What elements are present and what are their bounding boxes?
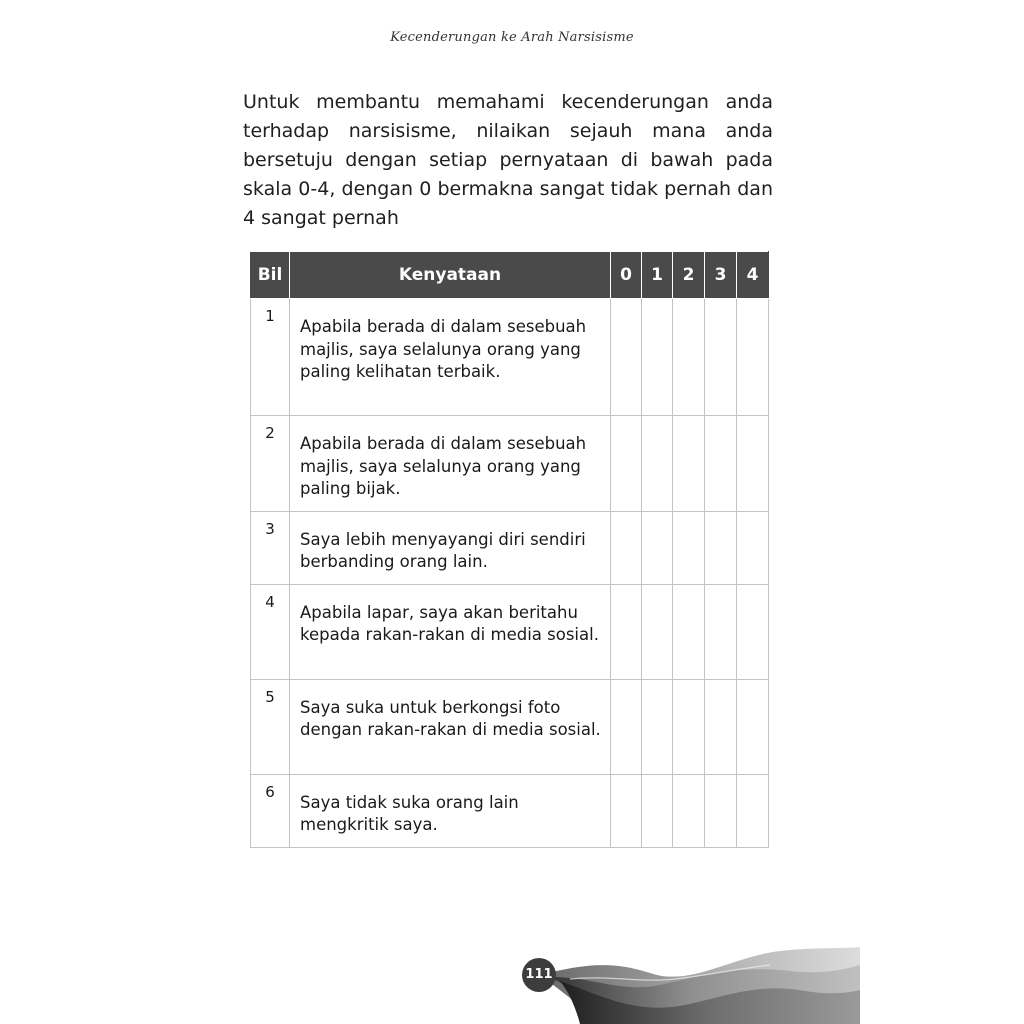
row-statement: Saya lebih menyayangi diri sendiri berbanding orang lain.: [290, 511, 611, 584]
rating-cell-2[interactable]: [673, 679, 705, 774]
header-score-4: 4: [737, 252, 769, 299]
rating-cell-0[interactable]: [611, 416, 642, 512]
rating-cell-0[interactable]: [611, 299, 642, 416]
row-statement: Apabila berada di dalam sesebuah majlis, saya selalunya orang yang paling kelihatan terbaik.: [290, 299, 611, 416]
table-row: [251, 584, 769, 679]
row-number: 1: [251, 299, 290, 416]
page-number-badge: 111: [522, 958, 556, 992]
rating-cell-0[interactable]: [611, 511, 642, 584]
rating-cell-3[interactable]: [705, 299, 737, 416]
row-number: 5: [251, 679, 290, 774]
intro-paragraph: Untuk membantu memahami kecenderungan anda terhadap narsisisme, nilaikan sejauh mana anda bersetuju dengan setiap pernyataan di bawah pada skala 0-4, dengan 0 bermakna sangat tidak pernah dan 4 sangat pernah: [243, 91, 773, 229]
rating-cell-2[interactable]: [673, 774, 705, 847]
row-statement: Apabila lapar, saya akan beritahu kepada rakan-rakan di media sosial.: [290, 584, 611, 679]
rating-cell-4[interactable]: [737, 774, 769, 847]
table-row: [251, 774, 769, 847]
rating-cell-3[interactable]: [705, 511, 737, 584]
row-number: 2: [251, 416, 290, 512]
row-statement: Apabila berada di dalam sesebuah majlis, saya selalunya orang yang paling bijak.: [290, 416, 611, 512]
rating-cell-0[interactable]: [611, 774, 642, 847]
rating-table: [250, 251, 769, 848]
rating-cell-3[interactable]: [705, 584, 737, 679]
header-kenyataan: Kenyataan: [290, 252, 611, 299]
rating-cell-1[interactable]: [642, 584, 673, 679]
rating-cell-4[interactable]: [737, 416, 769, 512]
row-number: 6: [251, 774, 290, 847]
rating-cell-1[interactable]: [642, 511, 673, 584]
row-statement: Saya suka untuk berkongsi foto dengan rakan-rakan di media sosial.: [290, 679, 611, 774]
header-score-2: 2: [673, 252, 705, 299]
rating-cell-1[interactable]: [642, 774, 673, 847]
table-header-row: [251, 252, 769, 299]
table-row: [251, 679, 769, 774]
rating-cell-4[interactable]: [737, 679, 769, 774]
running-header: Kecenderungan ke Arah Narsisisme: [390, 30, 634, 45]
rating-cell-1[interactable]: [642, 299, 673, 416]
rating-cell-2[interactable]: [673, 511, 705, 584]
header-score-0: 0: [611, 252, 642, 299]
rating-cell-0[interactable]: [611, 679, 642, 774]
rating-cell-4[interactable]: [737, 299, 769, 416]
rating-cell-3[interactable]: [705, 416, 737, 512]
header-score-1: 1: [642, 252, 673, 299]
row-number: 3: [251, 511, 290, 584]
rating-cell-4[interactable]: [737, 511, 769, 584]
rating-cell-2[interactable]: [673, 416, 705, 512]
rating-cell-1[interactable]: [642, 416, 673, 512]
table-row: [251, 416, 769, 512]
rating-cell-3[interactable]: [705, 679, 737, 774]
rating-cell-2[interactable]: [673, 584, 705, 679]
decorative-wave-graphic: [540, 935, 860, 1024]
table-row: [251, 299, 769, 416]
table-row: [251, 511, 769, 584]
header-score-3: 3: [705, 252, 737, 299]
rating-cell-4[interactable]: [737, 584, 769, 679]
row-statement: Saya tidak suka orang lain mengkritik saya.: [290, 774, 611, 847]
rating-cell-2[interactable]: [673, 299, 705, 416]
header-bil: Bil: [251, 252, 290, 299]
rating-cell-0[interactable]: [611, 584, 642, 679]
row-number: 4: [251, 584, 290, 679]
rating-cell-3[interactable]: [705, 774, 737, 847]
rating-cell-1[interactable]: [642, 679, 673, 774]
